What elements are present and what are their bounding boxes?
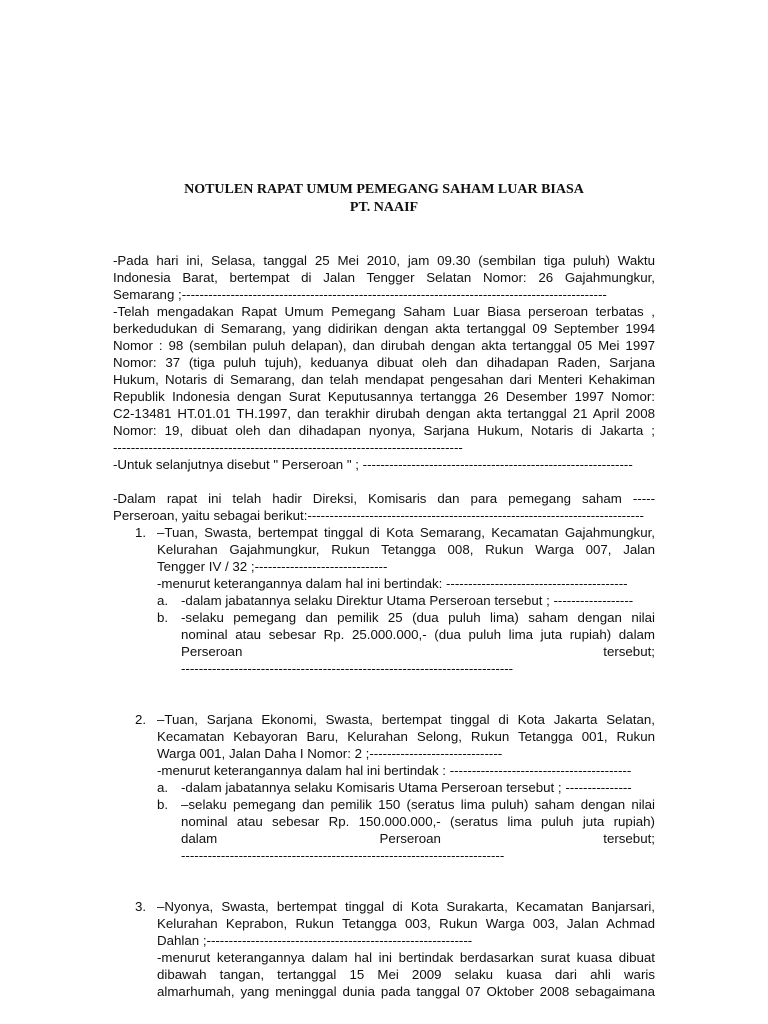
text-line: Kecamatan Kebayoran Baru, Kelurahan Selong, Rukun Tetangga 001, Rukun xyxy=(157,729,655,744)
title-line-1: NOTULEN RAPAT UMUM PEMEGANG SAHAM LUAR BIASA xyxy=(184,182,584,197)
sub-item xyxy=(157,779,655,796)
item-number: 1. xyxy=(135,525,147,540)
document-title xyxy=(0,181,768,217)
text-line: Perseroan tersebut; xyxy=(181,644,655,659)
sub-item-letter: b. xyxy=(157,797,169,812)
present-paragraph xyxy=(113,490,655,524)
title-line-2: PT. NAAIF xyxy=(349,200,419,215)
text-line: Semarang ;------------------------------------------------------------------------------------------------ xyxy=(113,287,607,302)
sub-item xyxy=(157,592,655,609)
text-line: -Telah mengadakan Rapat Umum Pemegang Saham Luar Biasa perseroan terbatas , xyxy=(113,304,655,319)
text-line: dibawah tangan, tertanggal 15 Mei 2009 selaku kuasa dari ahli waris xyxy=(157,967,655,982)
text-line: Dahlan ;------------------------------------------------------------ xyxy=(157,933,473,948)
text-line: -dalam jabatannya selaku Komisaris Utama Perseroan tersebut ; --------------- xyxy=(181,780,632,795)
text-line: Nomor: 37 (tiga puluh tujuh), keduanya dibuat oleh dan dihadapan Raden, Sarjana xyxy=(113,355,655,370)
text-line: --------------------------------------------------------------------------- xyxy=(181,661,514,676)
sub-item-letter: a. xyxy=(157,593,169,608)
text-line: Indonesia Barat, bertempat di Jalan Tengger Selatan Nomor: 26 Gajahmungkur, xyxy=(113,270,655,285)
acting-line: -menurut keterangannya dalam hal ini bertindak : ----------------------------------------- xyxy=(157,763,632,778)
text-line: -menurut keterangannya dalam hal ini bertindak berdasarkan surat kuasa dibuat xyxy=(157,950,655,965)
text-line: nominal atau sebesar Rp. 25.000.000,- (dua puluh lima juta rupiah) dalam xyxy=(181,627,655,642)
text-line: –Tuan, Swasta, bertempat tinggal di Kota Semarang, Kecamatan Gajahmungkur, xyxy=(157,525,655,540)
text-line: C2-13481 HT.01.01 TH.1997, dan terakhir dirubah dengan akta tertanggal 21 April 2008 xyxy=(113,406,655,421)
list-item xyxy=(113,898,655,1000)
acting-line: -menurut keterangannya dalam hal ini bertindak: ----------------------------------------- xyxy=(157,576,628,591)
text-line: -Dalam rapat ini telah hadir Direksi, Komisaris dan para pemegang saham ----- xyxy=(113,491,655,506)
text-line: -selaku pemegang dan pemilik 25 (dua puluh lima) saham dengan nilai xyxy=(181,610,655,625)
opening-paragraph xyxy=(113,252,655,303)
sub-item xyxy=(157,796,655,864)
text-line: –Tuan, Sarjana Ekonomi, Swasta, bertempat tinggal di Kota Jakarta Selatan, xyxy=(157,712,655,727)
sub-item xyxy=(157,609,655,677)
text-line: Nomor: 19, dibuat oleh dan dihadapan nyonya, Sarjana Hukum, Notaris di Jakarta ; xyxy=(113,423,655,438)
text-line: berkedudukan di Semarang, yang didirikan dengan akta tertanggal 09 September 1994 xyxy=(113,321,655,336)
text-line: nominal atau sebesar Rp. 150.000.000,- (seratus lima puluh juta rupiah) xyxy=(181,814,655,829)
item-number: 3. xyxy=(135,899,147,914)
sub-item-letter: b. xyxy=(157,610,169,625)
company-paragraph xyxy=(113,303,655,456)
text-line: -dalam jabatannya selaku Direktur Utama Perseroan tersebut ; ------------------ xyxy=(181,593,634,608)
text-line: –Nyonya, Swasta, bertempat tinggal di Kota Surakarta, Kecamatan Banjarsari, xyxy=(157,899,655,914)
text-line: Warga 001, Jalan Daha I Nomor: 2 ;------------------------------ xyxy=(157,746,503,761)
text-line: Tengger IV / 32 ;------------------------------ xyxy=(157,559,388,574)
list-item xyxy=(113,711,655,864)
list-item xyxy=(113,524,655,677)
text-line: Hukum, Notaris di Semarang, dan telah mendapat pengesahan dari Menteri Kehakiman xyxy=(113,372,655,387)
text-line: -Pada hari ini, Selasa, tanggal 25 Mei 2010, jam 09.30 (sembilan tiga puluh) Waktu xyxy=(113,253,655,268)
text-line: Republik Indonesia dengan Surat Keputusannya tertangga 26 Desember 1997 Nomor: xyxy=(113,389,655,404)
item-number: 2. xyxy=(135,712,147,727)
text-line: dalam Perseroan tersebut; xyxy=(181,831,655,846)
sub-item-letter: a. xyxy=(157,780,169,795)
referred-line: -Untuk selanjutnya disebut " Perseroan " ; ------------------------------------------------------------- xyxy=(113,457,633,472)
text-line: –selaku pemegang dan pemilik 150 (seratus lima puluh) saham dengan nilai xyxy=(181,797,655,812)
text-line: Perseroan, yaitu sebagai berikut:---------------------------------------------------------------------------- xyxy=(113,508,644,523)
text-line: Kelurahan Gajahmungkur, Rukun Tetangga 008, Rukun Warga 007, Jalan xyxy=(157,542,655,557)
text-line: almarhumah, yang meninggal dunia pada tanggal 07 Oktober 2008 sebagaimana xyxy=(157,984,655,999)
text-line: ------------------------------------------------------------------------------- xyxy=(113,440,463,455)
text-line: ------------------------------------------------------------------------- xyxy=(181,848,505,863)
text-line: Nomor : 98 (sembilan puluh delapan), dan dirubah dengan akta tertanggal 05 Mei 1997 xyxy=(113,338,655,353)
document-body xyxy=(113,252,655,1000)
text-line: Kelurahan Keprabon, Rukun Tetangga 003, Rukun Warga 003, Jalan Achmad xyxy=(157,916,655,931)
